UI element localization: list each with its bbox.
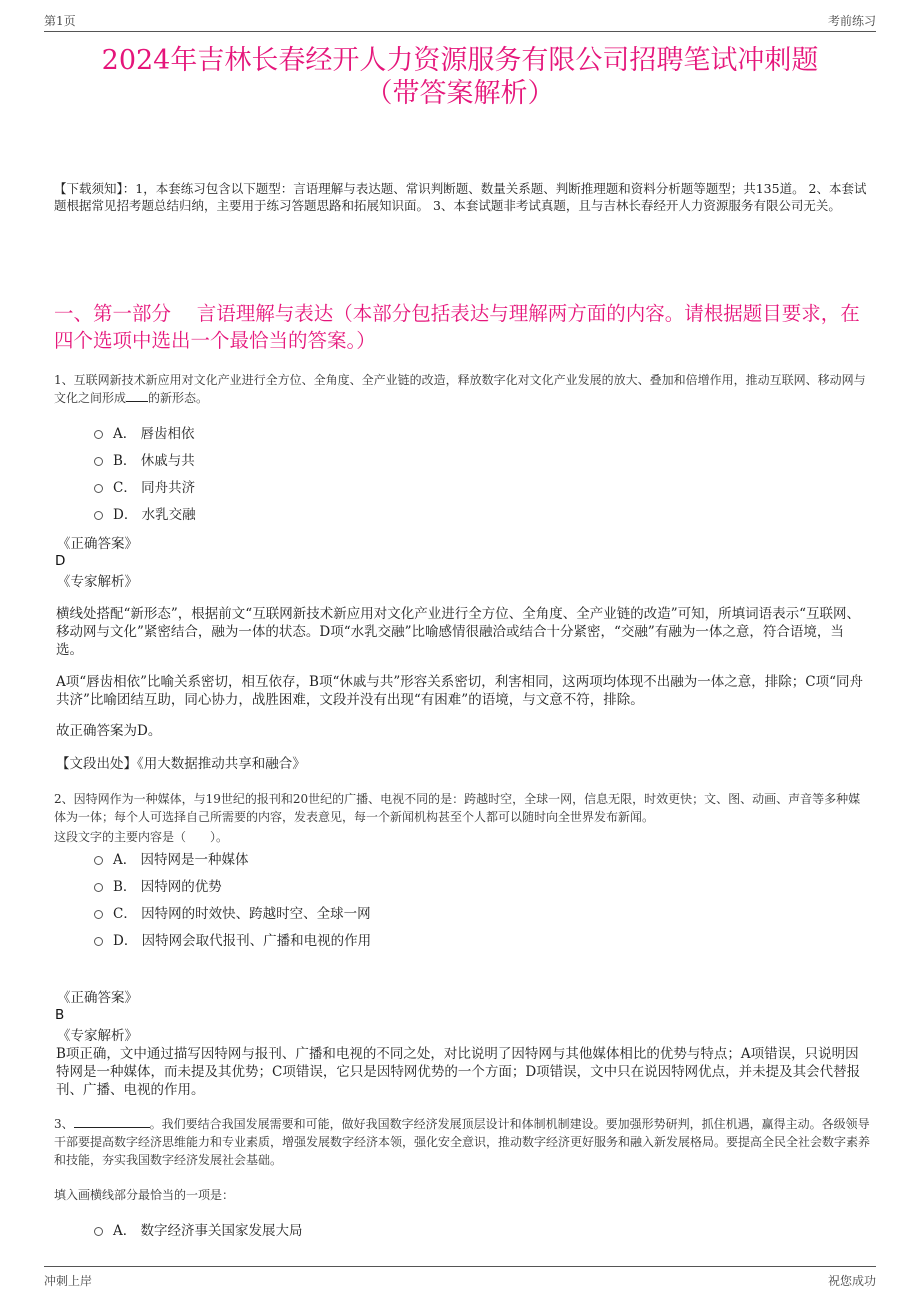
q2-analysis: B项正确，文中通过描写因特网与报刊、广播和电视的不同之处，对比说明了因特网与其他媒体相比的优势与特点；A项错误，只说明因特网是一种媒体，而未提及其优势；C项错误，它只是因特网优势的一个方面；D项错误，文中只在说因特网优点，并未提及其会代替报刊、广播、电视的作用。 xyxy=(56,1046,861,1098)
analysis-label: 《专家解析》 xyxy=(57,1028,138,1044)
q1-analysis-2: A项“唇齿相依”比喻关系密切，相互依存，B项“休戚与共”形容关系密切，利害相同，这两项均体现不出融为一体之意，排除；C项“同舟共济”比喻团结互助，同心协力，战胜困难，文段并没有出现“有困难”的语境，与文意不符，排除。 xyxy=(56,674,864,708)
question-2-prompt: 这段文字的主要内容是（ ）。 xyxy=(54,830,229,844)
option-label: B． 因特网的优势 xyxy=(113,879,222,895)
radio-icon[interactable] xyxy=(94,430,103,439)
option-label: D． 水乳交融 xyxy=(113,507,196,523)
header-divider xyxy=(44,31,876,32)
footer-right-text: 祝您成功 xyxy=(827,1274,876,1288)
option-label: A． 唇齿相依 xyxy=(113,426,195,442)
q1-option-a[interactable] xyxy=(94,425,195,443)
radio-icon[interactable] xyxy=(94,883,103,892)
q2-option-a[interactable] xyxy=(94,851,249,869)
option-label: A． 数字经济事关国家发展大局 xyxy=(113,1223,303,1239)
section-heading: 一、第一部分 言语理解与表达（本部分包括表达与理解两方面的内容。请根据题目要求，在四个选项中选出一个最恰当的答案。） xyxy=(54,302,860,352)
radio-icon[interactable] xyxy=(94,937,103,946)
radio-icon[interactable] xyxy=(94,910,103,919)
q1-option-d[interactable] xyxy=(94,506,196,524)
q2-option-c[interactable] xyxy=(94,905,371,923)
question-3-text xyxy=(54,1115,870,1169)
correct-answer-label: 《正确答案》 xyxy=(57,536,138,552)
question-3-body: 。我们要结合我国发展需要和可能，做好我国数字经济发展顶层设计和体制机制建设。要加强形势研判，抓住机遇，赢得主动。各级领导干部要提高数字经济思维能力和专业素质，增强发展数字经济本领，强化安全意识，推动数字经济更好服务和融入新发展格局。要提高全民全社会数字素养和技能，夯实我国数字经济发展社会基础。 xyxy=(54,1117,871,1167)
q1-source: 【文段出处】《用大数据推动共享和融合》 xyxy=(56,756,306,772)
download-notice: 【下载须知】：1，本套练习包含以下题型：言语理解与表达题、常识判断题、数量关系题、判断推理题和资料分析题等题型；共135道。 2、本套试题根据常见招考题总结归纳，主要用于练习答题思路和拓展知识面。 3、本套试题非考试真题，且与吉林长春经开人力资源服务有限公司无关。 xyxy=(54,181,867,213)
page-header xyxy=(44,12,876,32)
question-1-text-b: 的新形态。 xyxy=(148,391,209,405)
q2-answer: B xyxy=(55,1007,65,1023)
correct-answer-label: 《正确答案》 xyxy=(57,990,138,1006)
question-2-text: 2、因特网作为一种媒体，与19世纪的报刊和20世纪的广播、电视不同的是：跨越时空，全球一网，信息无限，时效更快；文、图、动画、声音等多种媒体为一体；每个人可选择自己所需要的内容，发表意见，每一个新闻机构甚至个人都可以随时向全世界发布新闻。 xyxy=(54,792,861,824)
option-label: B． 休戚与共 xyxy=(113,453,195,469)
option-label: C． 同舟共济 xyxy=(113,480,196,496)
analysis-label: 《专家解析》 xyxy=(57,574,138,590)
footer-left-text: 冲刺上岸 xyxy=(44,1274,93,1288)
doc-subtitle: （带答案解析） xyxy=(365,78,555,109)
q1-analysis-3: 故正确答案为D。 xyxy=(56,723,162,739)
doc-title: 2024年吉林长春经开人力资源服务有限公司招聘笔试冲刺题 xyxy=(101,45,819,76)
question-1-text xyxy=(54,371,870,407)
q2-option-d[interactable] xyxy=(94,932,371,950)
q1-answer: D xyxy=(55,553,66,569)
q1-option-b[interactable] xyxy=(94,452,195,470)
radio-icon[interactable] xyxy=(94,484,103,493)
radio-icon[interactable] xyxy=(94,457,103,466)
option-label: D． 因特网会取代报刊、广播和电视的作用 xyxy=(113,933,372,949)
option-label: C． 因特网的时效快、跨越时空、全球一网 xyxy=(113,906,371,922)
q1-analysis-1: 横线处搭配“新形态”，根据前文“互联网新技术新应用对文化产业进行全方位、全角度、全产业链的改造”可知，所填词语表示“互联网、移动网与文化”紧密结合，融为一体的状态。D项“水乳交融”比喻感情很融洽或结合十分紧密，“交融”有融为一体之意，符合语境，当选。 xyxy=(56,606,861,658)
radio-icon[interactable] xyxy=(94,856,103,865)
radio-icon[interactable] xyxy=(94,511,103,520)
q1-option-c[interactable] xyxy=(94,479,195,497)
q3-option-a[interactable] xyxy=(94,1222,303,1240)
footer-divider xyxy=(44,1266,876,1267)
question-3-prompt: 填入画横线部分最恰当的一项是： xyxy=(54,1188,235,1202)
option-label: A． 因特网是一种媒体 xyxy=(113,852,249,868)
question-1-text-a: 1、互联网新技术新应用对文化产业进行全方位、全角度、全产业链的改造，释放数字化对文化产业发展的放大、叠加和倍增作用，推动互联网、移动网与文化之间形成 xyxy=(54,373,866,405)
answer-blank xyxy=(126,389,148,402)
header-tag: 考前练习 xyxy=(827,14,876,28)
answer-blank xyxy=(74,1115,150,1128)
page-number: 第1页 xyxy=(44,14,76,28)
question-3-number: 3、 xyxy=(54,1117,74,1131)
q2-option-b[interactable] xyxy=(94,878,222,896)
radio-icon[interactable] xyxy=(94,1227,103,1236)
page-footer xyxy=(44,1272,876,1292)
